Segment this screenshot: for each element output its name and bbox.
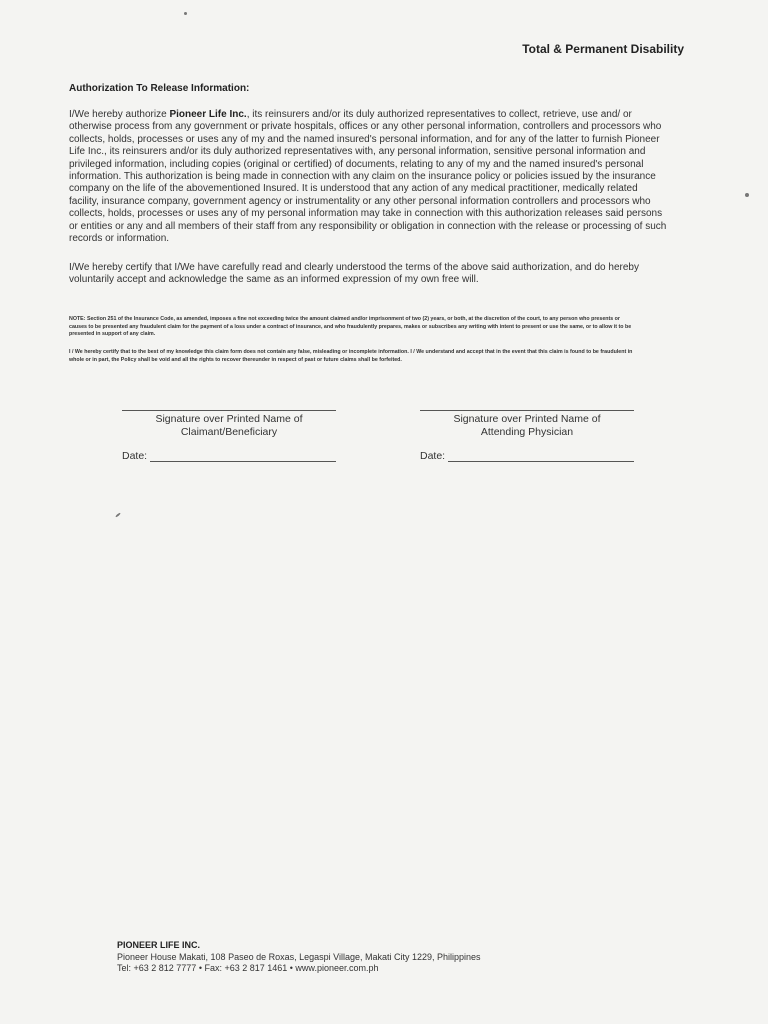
signature-line — [122, 410, 336, 411]
signature-line — [420, 410, 634, 411]
company-name-bold: Pioneer Life Inc. — [169, 109, 247, 120]
certification-paragraph: I/We hereby certify that I/We have carefully read and clearly understood the terms of the above said authorization, and do hereby voluntarily accept and acknowledge the same as an informed expression of my own free will. — [69, 262, 639, 286]
claimant-signature-block[interactable] — [122, 410, 336, 439]
paper-speck — [184, 12, 187, 15]
claimant-signature-caption — [122, 413, 336, 439]
date-line — [448, 451, 634, 462]
authorization-heading: Authorization To Release Information: — [69, 83, 250, 94]
caption-line: Signature over Printed Name of — [453, 413, 601, 425]
authorization-text-prefix: I/We hereby authorize — [69, 109, 170, 120]
form-title: Total & Permanent Disability — [522, 42, 684, 56]
footer-address: Pioneer House Makati, 108 Paseo de Roxas, Legaspi Village, Makati City 1229, Philippines — [117, 951, 481, 962]
company-footer — [117, 940, 481, 975]
caption-line: Claimant/Beneficiary — [180, 426, 278, 438]
physician-signature-caption — [420, 413, 634, 439]
fraud-certification-note: I / We hereby certify that to the best of my knowledge this claim form does not contain any false, misleading or incomplete information. I / We understand and accept that in the event that this claim is found to be fraudulent in whole or in part, the Policy shall be void and all the rights to recover thereunder in respect of past or future claims shall be forfeited. — [69, 349, 633, 363]
authorization-paragraph — [69, 109, 669, 245]
date-label: Date: — [420, 450, 446, 462]
physician-date-field[interactable] — [420, 450, 634, 462]
paper-speck — [745, 193, 749, 197]
footer-contact: Tel: +63 2 812 7777 • Fax: +63 2 817 1461 • www.pioneer.com.ph — [117, 963, 379, 973]
footer-company-name: PIONEER LIFE INC. — [117, 940, 201, 950]
date-line — [150, 451, 336, 462]
authorization-text-body: , its reinsurers and/or its duly authorized representatives to collect, retrieve, use and/ or otherwise process from any government or private hospitals, offices or any other personal information, controllers and processors who collects, holds, processes or uses any of my and the named insured's personal information, and for any of the latter to furnish Pioneer Life Inc., its reinsurers and/or its duly authorized representatives with, any personal information, sensitive personal information and privileged information, including copies (original or certified) of documents, relating to any of my and the named insured's personal information. This authorization is being made in connection with any claim on the insurance policy or policies issued by the insurance company on the life of the abovementioned Insured. It is understood that any action of any medical practitioner, medically related facility, insurance company, government agency or instrumentality or any other personal information controllers and processors who collects, holds, processes or uses any of my personal information may take in connection with this authorization releases said persons or entities or any and all members of their staff from any responsibility or obligation in connection with the release or processing of such records or information. — [69, 109, 667, 245]
date-label: Date: — [122, 450, 148, 462]
claimant-date-field[interactable] — [122, 450, 336, 462]
caption-line: Signature over Printed Name of — [155, 413, 303, 425]
insurance-code-note: NOTE: Section 251 of the Insurance Code, as amended, imposes a fine not exceeding twice the amount claimed and/or imprisonment of two (2) years, or both, at the discretion of the court, to any person who presents or causes to be presented any fraudulent claim for the payment of a loss under a contract of insurance, and who fraudulently prepares, makes or subscribes any writing with intent to present or use the same, or to allow it to be presented in support of any claim. — [69, 316, 632, 338]
physician-signature-block[interactable] — [420, 410, 634, 439]
caption-line: Attending Physician — [480, 426, 574, 438]
paper-speck — [115, 512, 121, 517]
